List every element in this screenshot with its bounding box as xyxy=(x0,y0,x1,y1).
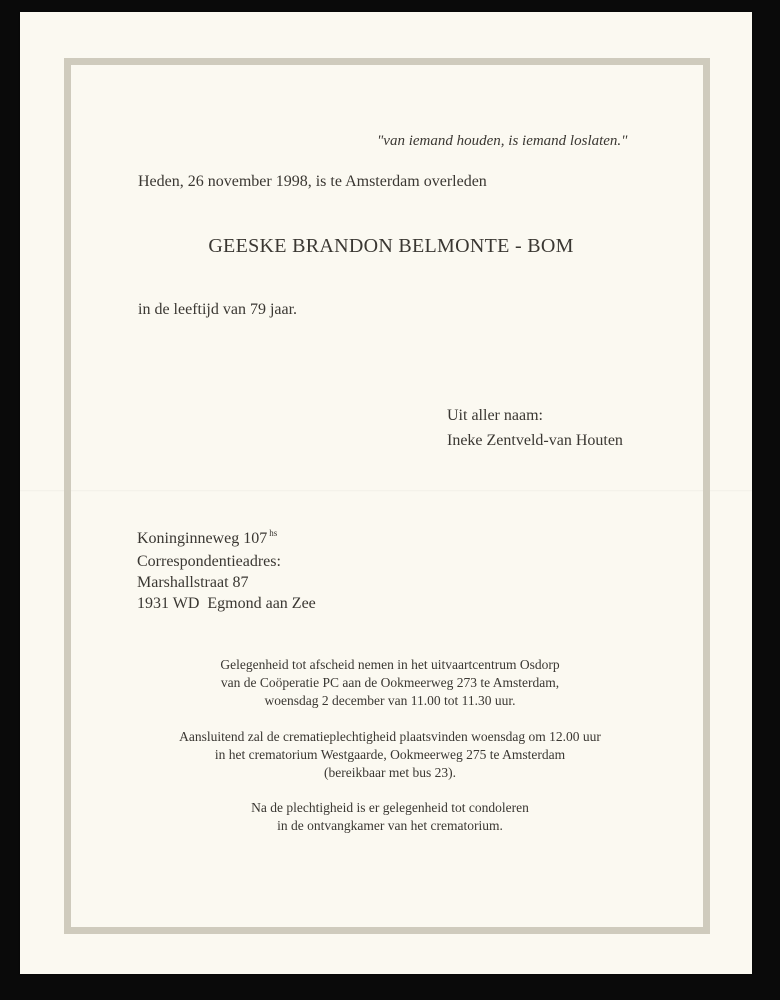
farewell-line: woensdag 2 december van 11.00 tot 11.30 uur. xyxy=(264,693,516,708)
cremation-line: (bereikbaar met bus 23). xyxy=(324,765,456,780)
condolence-line: Na de plechtigheid is er gelegenheid tot condoleren xyxy=(251,800,529,815)
farewell-line: van de Coöperatie PC aan de Ookmeerweg 273 te Amsterdam, xyxy=(220,675,560,690)
age-statement: in de leeftijd van 79 jaar. xyxy=(138,301,298,318)
farewell-line: Gelegenheid tot afscheid nemen in het uitvaartcentrum Osdorp xyxy=(220,657,560,672)
home-address: Koninginneweg 107 $^{hs}$ xyxy=(137,528,278,547)
correspondence-label: Correspondentieadres: xyxy=(137,553,281,570)
cremation-line: in het crematorium Westgaarde, Ookmeerweg 275 te Amsterdam xyxy=(214,747,566,762)
signature-label: Uit aller naam: xyxy=(447,407,543,424)
house-suffix: hs xyxy=(269,528,278,538)
correspondence-city: 1931 WD Egmond aan Zee xyxy=(137,595,316,612)
signature-name: Ineke Zentveld-van Houten xyxy=(447,432,623,449)
condolence-line: in de ontvangkamer van het crematorium. xyxy=(277,818,503,833)
correspondence-street: Marshallstraat 87 xyxy=(137,574,249,591)
deceased-name: GEESKE BRANDON BELMONTE - BOM xyxy=(208,235,574,257)
quote: "van iemand houden, is iemand loslaten." xyxy=(377,133,628,149)
announcement-intro: Heden, 26 november 1998, is te Amsterdam overleden xyxy=(138,173,487,190)
cremation-line: Aansluitend zal de crematieplechtigheid plaatsvinden woensdag om 12.00 uur xyxy=(179,729,601,744)
